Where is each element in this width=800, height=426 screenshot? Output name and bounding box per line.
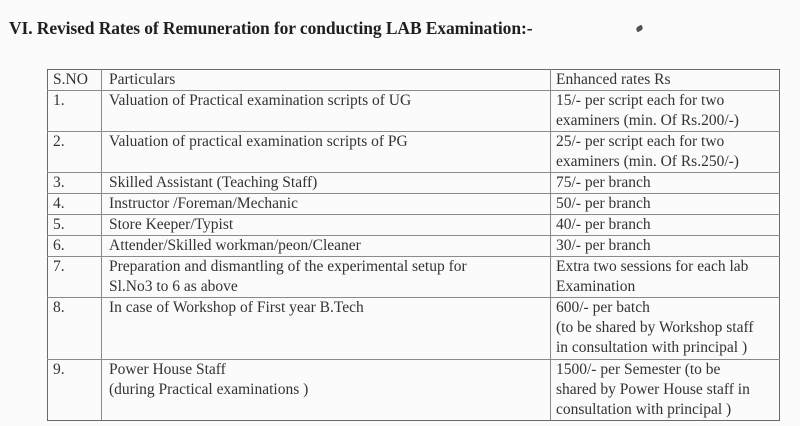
- header-particulars: Particulars: [102, 70, 551, 91]
- row-particulars: Instructor /Foreman/Mechanic: [102, 194, 551, 215]
- row-sno: 8.: [48, 298, 102, 360]
- row-rate: 75/- per branch: [551, 173, 780, 194]
- row-sno: 7.: [48, 257, 102, 298]
- row-rate: 1500/- per Semester (to be shared by Power House staff in consultation with principal ): [551, 360, 780, 421]
- row-rate: 25/- per script each for two examiners (min. Of Rs.250/-): [551, 132, 780, 173]
- table-row: [48, 173, 780, 194]
- row-particulars: Skilled Assistant (Teaching Staff): [102, 173, 551, 194]
- row-particulars: Valuation of Practical examination scripts of UG: [102, 91, 551, 132]
- row-rate: 600/- per batch (to be shared by Workshop staff in consultation with principal ): [551, 298, 780, 360]
- table-row: [48, 132, 780, 173]
- row-particulars: Attender/Skilled workman/peon/Cleaner: [102, 236, 551, 257]
- row-sno: 6.: [48, 236, 102, 257]
- table-row: [48, 257, 780, 298]
- table-row: [48, 194, 780, 215]
- table-row: [48, 360, 780, 421]
- row-sno: 4.: [48, 194, 102, 215]
- table-row: [48, 236, 780, 257]
- header-sno: S.NO: [48, 70, 102, 91]
- row-rate: 15/- per script each for two examiners (min. Of Rs.200/-): [551, 91, 780, 132]
- section-heading: VI. Revised Rates of Remuneration for conducting LAB Examination:-: [9, 18, 533, 38]
- row-particulars: In case of Workshop of First year B.Tech: [102, 298, 551, 360]
- row-rate: 30/- per branch: [551, 236, 780, 257]
- row-particulars: Power House Staff (during Practical examinations ): [102, 360, 551, 421]
- row-rate: 50/- per branch: [551, 194, 780, 215]
- row-rate: 40/- per branch: [551, 215, 780, 236]
- ink-mark: [635, 25, 644, 33]
- row-sno: 2.: [48, 132, 102, 173]
- remuneration-table: [47, 69, 780, 421]
- row-sno: 5.: [48, 215, 102, 236]
- row-rate: Extra two sessions for each lab Examination: [551, 257, 780, 298]
- table-header-row: [48, 70, 780, 91]
- row-particulars: Valuation of practical examination scripts of PG: [102, 132, 551, 173]
- row-sno: 3.: [48, 173, 102, 194]
- table-row: [48, 215, 780, 236]
- row-particulars: Preparation and dismantling of the experimental setup for Sl.No3 to 6 as above: [102, 257, 551, 298]
- table-row: [48, 91, 780, 132]
- row-particulars: Store Keeper/Typist: [102, 215, 551, 236]
- header-rate: Enhanced rates Rs: [551, 70, 780, 91]
- table-row: [48, 298, 780, 360]
- row-sno: 1.: [48, 91, 102, 132]
- row-sno: 9.: [48, 360, 102, 421]
